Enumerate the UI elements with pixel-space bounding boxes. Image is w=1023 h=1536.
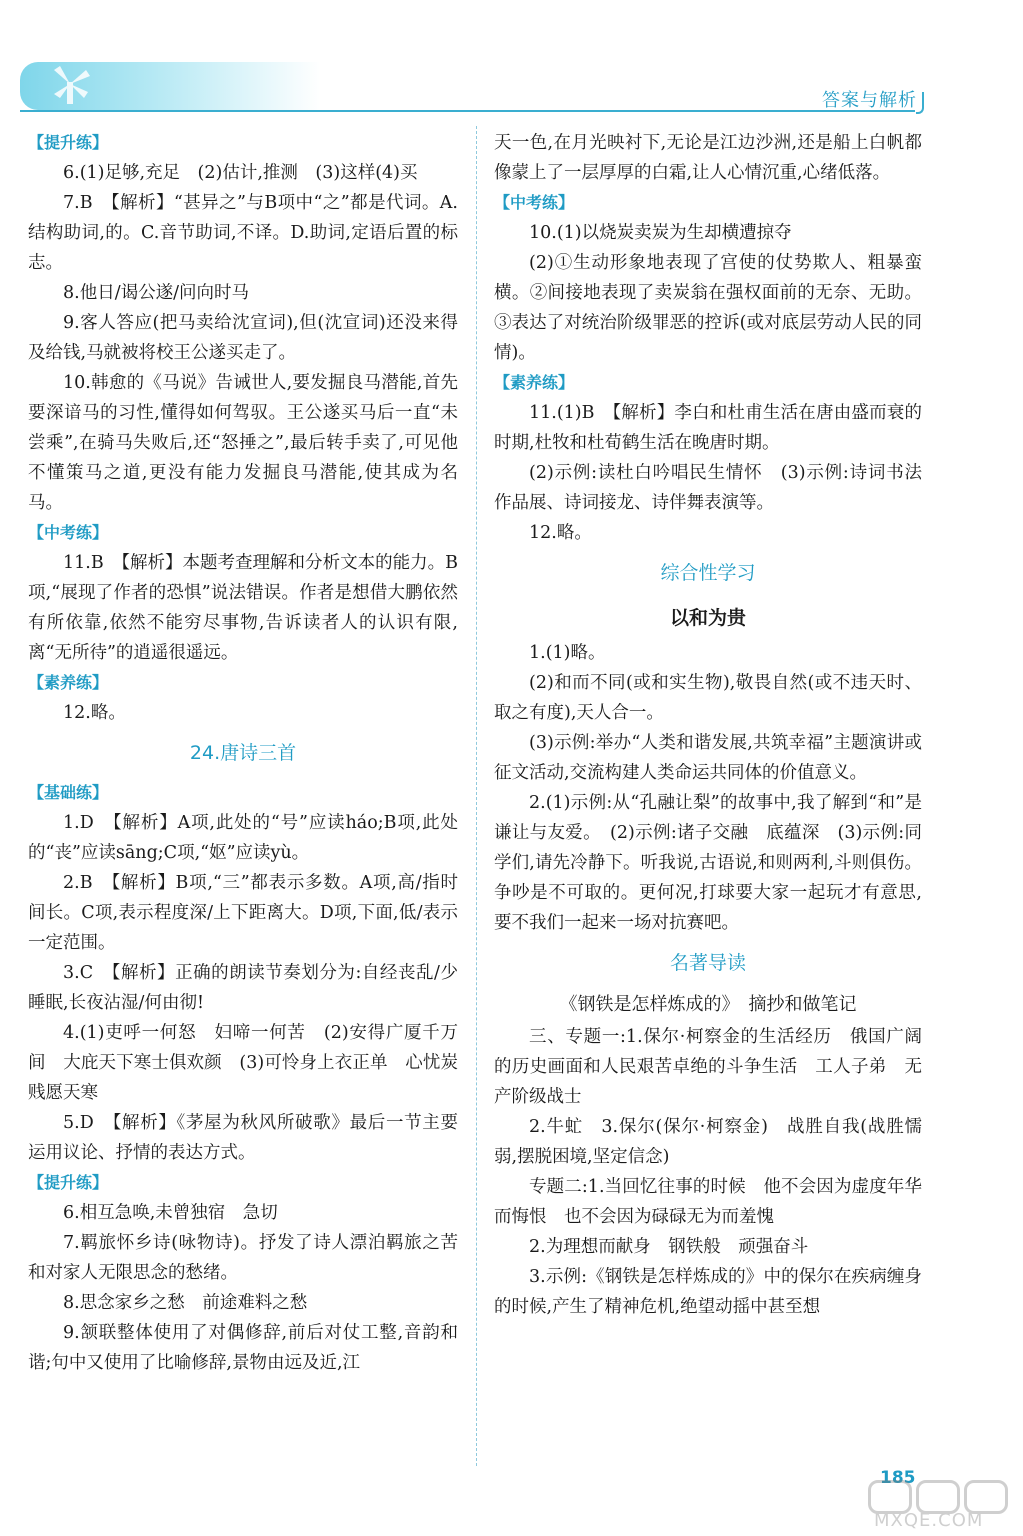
answer-paragraph: (2)①生动形象地表现了宫使的仗势欺人、粗暴蛮横。②间接地表现了卖炭翁在强权面前的无奈、无助。③表达了对统治阶级罪恶的控诉(或对底层劳动人民的同情)。 [494, 253, 922, 363]
answer-paragraph: 9.颔联整体使用了对偶修辞,前后对仗工整,音韵和谐;句中又使用了比喻修辞,景物由远及近,江 [28, 1323, 458, 1373]
answer-paragraph: 3.示例:《钢铁是怎样炼成的》中的保尔在疾病缠身的时候,产生了精神危机,绝望动摇中甚至想 [494, 1267, 922, 1317]
answer-paragraph: 三、专题一:1.保尔·柯察金的生活经历 俄国广阔的历史画面和人民艰苦卓绝的斗争生活 工人子弟 无产阶级战士 [494, 1027, 922, 1107]
answer-paragraph: 6.(1)足够,充足 (2)估计,推测 (3)这样(4)买 [63, 163, 418, 183]
section-tag: 【基础练】 [28, 783, 109, 802]
answer-paragraph: 6.相互急唤,未曾独宿 急切 [63, 1203, 278, 1223]
answer-paragraph: 11.B 【解析】本题考查理解和分析文本的能力。B项,“展现了作者的恐惧”说法错误。作者是想借大鹏依然有所依靠,依然不能穷尽事物,告诉读者人的认识有限,离“无所待”的逍遥很遥远。 [28, 553, 458, 663]
answer-paragraph: 2.B 【解析】B项,“三”都表示多数。A项,高/指时间长。C项,表示程度深/上下距离大。D项,下面,低/表示一定范围。 [28, 873, 458, 953]
answer-paragraph: 专题二:1.当回忆往事的时候 他不会因为虚度年华而悔恨 也不会因为碌碌无为而羞愧 [494, 1177, 922, 1227]
section-tag: 【提升练】 [28, 133, 109, 152]
section-title: 综合性学习 [660, 562, 756, 584]
answer-paragraph: 12.略。 [63, 703, 126, 723]
windmill-icon [40, 64, 100, 104]
book-title: 《钢铁是怎样炼成的》 摘抄和做笔记 [559, 994, 857, 1015]
answer-paragraph: 9.客人答应(把马卖给沈宣词),但(沈宣词)还没来得及给钱,马就被将校王公遂买走了。 [28, 313, 458, 363]
answer-paragraph: 3.C 【解析】正确的朗读节奏划分为:自经丧乱/少睡眠,长夜沾湿/何由彻! [28, 963, 458, 1013]
subsection-title: 以和为贵 [669, 607, 746, 629]
header-rule-cap [916, 92, 924, 114]
right-column [494, 128, 922, 1322]
answer-paragraph: 7.B 【解析】“甚异之”与B项中“之”都是代词。A.结构助词,的。C.音节助词,不译。D.助词,定语后置的标志。 [28, 193, 458, 273]
section-tag: 【素养练】 [28, 673, 109, 692]
answer-paragraph: 10.韩愈的《马说》告诫世人,要发掘良马潜能,首先要深谙马的习性,懂得如何驾驭。王公遂买马后一直“未尝乘”,在骑马失败后,还“怒捶之”,最后转手卖了,可见他不懂策马之道,更没有能力发掘良马潜能,使其成为名马。 [28, 373, 458, 513]
answer-paragraph: 11.(1)B 【解析】李白和杜甫生活在唐由盛而衰的时期,杜牧和杜荀鹤生活在晚唐时期。 [494, 403, 922, 453]
page-number: 185 [880, 1468, 916, 1488]
section-tag: 【中考练】 [28, 523, 109, 542]
answer-paragraph: (3)示例:举办“人类和谐发展,共筑幸福”主题演讲或征文活动,交流构建人类命运共同体的价值意义。 [494, 733, 922, 783]
answer-paragraph: 天一色,在月光映衬下,无论是江边沙洲,还是船上白帆都像蒙上了一层厚厚的白霜,让人心情沉重,心绪低落。 [494, 133, 922, 183]
section-title: 名著导读 [669, 952, 746, 974]
answer-paragraph: (2)和而不同(或和实生物),敬畏自然(或不违天时、取之有度),天人合一。 [494, 673, 922, 723]
answer-paragraph: 1.D 【解析】A项,此处的“号”应读háo;B项,此处的“丧”应读sāng;C项,“妪”应读yù。 [28, 813, 458, 863]
watermark-logo-icon [868, 1480, 1008, 1510]
answer-paragraph: 2.牛虻 3.保尔(保尔·柯察金) 战胜自我(战胜懦弱,摆脱困境,坚定信念) [494, 1117, 922, 1167]
answer-paragraph: 8.思念家乡之愁 前途难料之愁 [63, 1293, 308, 1313]
section-title: 24.唐诗三首 [189, 742, 297, 764]
answer-paragraph: 1.(1)略。 [529, 643, 606, 663]
answer-paragraph: 12.略。 [529, 523, 592, 543]
section-tag: 【素养练】 [494, 373, 575, 392]
watermark [868, 1480, 1008, 1530]
section-tag: 【提升练】 [28, 1173, 109, 1192]
left-column [28, 128, 458, 1378]
answer-paragraph: 8.他日/谒公遂/问向时马 [63, 283, 249, 303]
column-divider [476, 126, 478, 1466]
answer-paragraph: 2.为理想而献身 钢铁般 顽强奋斗 [529, 1237, 809, 1257]
section-tag: 【中考练】 [494, 193, 575, 212]
answer-paragraph: 7.羁旅怀乡诗(咏物诗)。抒发了诗人漂泊羁旅之苦和对家人无限思念的愁绪。 [28, 1233, 458, 1283]
page-header [0, 0, 1023, 120]
answer-paragraph: 10.(1)以烧炭卖炭为生却横遭掠夺 [529, 223, 792, 243]
answer-paragraph: (2)示例:读杜白吟唱民生情怀 (3)示例:诗词书法作品展、诗词接龙、诗伴舞表演等。 [494, 463, 922, 513]
watermark-url: MXQE.COM [874, 1510, 984, 1531]
answer-paragraph: 5.D 【解析】《茅屋为秋风所破歌》最后一节主要运用议论、抒情的表达方式。 [28, 1113, 458, 1163]
header-label: 答案与解析 [822, 90, 917, 111]
answer-paragraph: 4.(1)吏呼一何怒 妇啼一何苦 (2)安得广厦千万间 大庇天下寒士俱欢颜 (3)可怜身上衣正单 心忧炭贱愿天寒 [28, 1023, 458, 1103]
answer-paragraph: 2.(1)示例:从“孔融让梨”的故事中,我了解到“和”是谦让与友爱。 (2)示例:诸子交融 底蕴深 (3)示例:同学们,请先冷静下。听我说,古语说,和则两利,斗则俱伤。争吵是不可取的。更何况,打球要大家一起玩才有意思,要不我们一起来一场对抗赛吧。 [494, 793, 922, 933]
header-rule [20, 110, 915, 112]
